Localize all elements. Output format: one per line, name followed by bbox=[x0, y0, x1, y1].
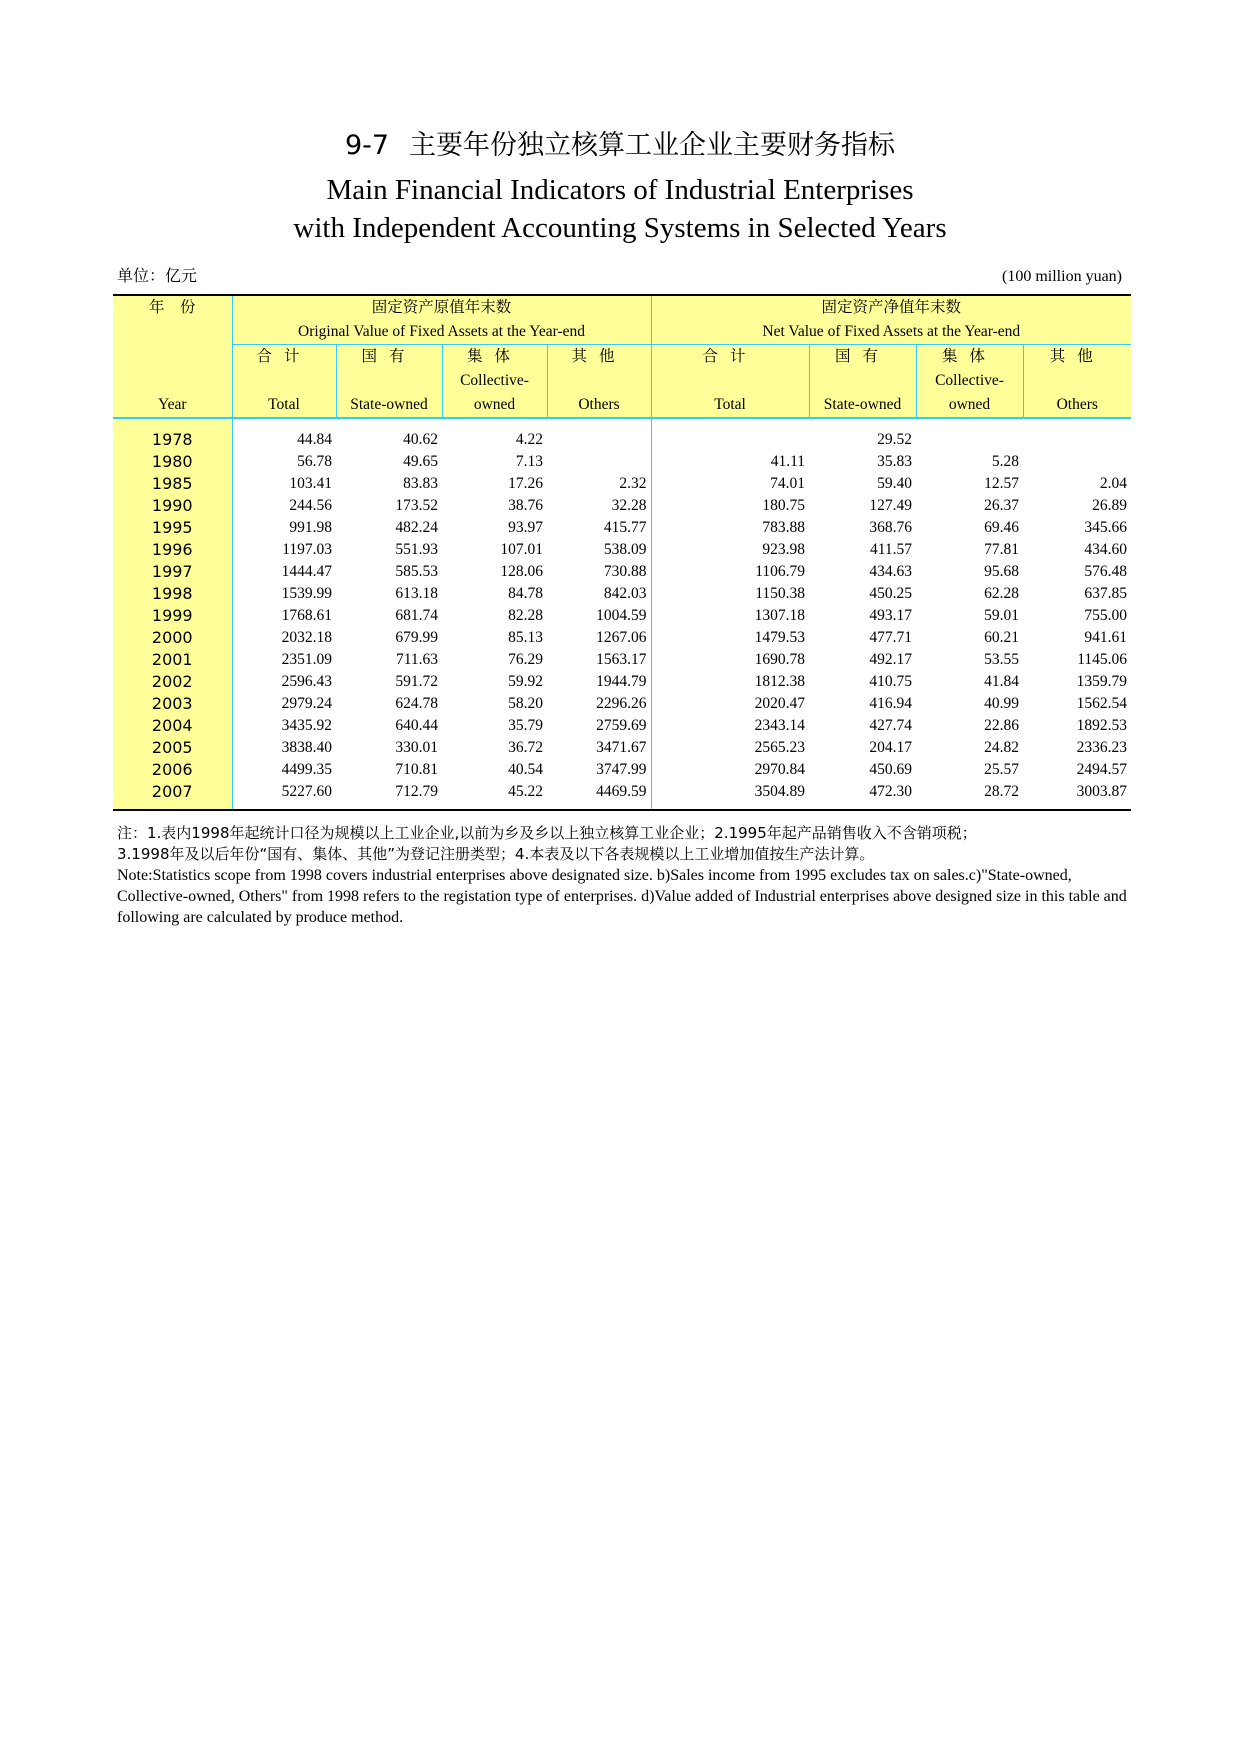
table-row bbox=[113, 539, 1131, 561]
value-cell: 2759.69 bbox=[547, 715, 651, 737]
value-cell: 345.66 bbox=[1084, 519, 1128, 536]
value-cell bbox=[1023, 418, 1131, 451]
value-cell: 1539.99 bbox=[281, 585, 332, 602]
table-row bbox=[113, 715, 1131, 737]
value-cell: 538.09 bbox=[547, 539, 651, 561]
year-cell: 1997 bbox=[113, 561, 232, 583]
value-cell: 492.17 bbox=[869, 651, 913, 668]
value-cell: 38.76 bbox=[508, 497, 543, 514]
table-header bbox=[113, 295, 1131, 418]
year-cell: 2000 bbox=[113, 627, 232, 649]
footnote-cn-line2: 3.1998年及以后年份“国有、集体、其他”为登记注册类型；4.本表及以下各表规模以上工业增加值按生产法计算。 bbox=[117, 845, 875, 863]
value-cell: 1563.17 bbox=[547, 649, 651, 671]
value-cell: 28.72 bbox=[916, 781, 1023, 810]
value-cell: 624.78 bbox=[395, 695, 438, 712]
value-cell: 2336.23 bbox=[1076, 739, 1128, 756]
header-year-spacer bbox=[113, 369, 232, 393]
header-state-en: State-owned bbox=[809, 393, 916, 418]
footnote-en: Note:Statistics scope from 1998 covers industrial enterprises above designated size. b)Sales income from 1995 excludes tax on sales.c)"State-owned, Collective-owned, Others" from 1998 refers to the registation type of enterprises. d)Value added of Industrial enterprises above designed size in this table and following are calculated by produce method. bbox=[117, 867, 1127, 926]
year-cell: 2004 bbox=[113, 715, 232, 737]
value-cell: 2032.18 bbox=[281, 629, 332, 646]
header-collective-cn: 集体 bbox=[442, 345, 547, 370]
header-others-en: Others bbox=[547, 393, 651, 418]
table-row bbox=[113, 649, 1131, 671]
value-cell: 69.46 bbox=[984, 519, 1020, 536]
table-row bbox=[113, 561, 1131, 583]
header-cell-empty bbox=[651, 369, 809, 393]
value-cell: 2296.26 bbox=[547, 693, 651, 715]
header-state-cn: 国有 bbox=[336, 345, 442, 370]
value-cell: 3471.67 bbox=[547, 737, 651, 759]
header-collective-en-line2: owned bbox=[916, 393, 1023, 418]
header-state-en: State-owned bbox=[336, 393, 442, 418]
value-cell: 1307.18 bbox=[754, 607, 806, 624]
header-year-cn: 年 份 bbox=[113, 295, 232, 320]
value-cell: 1145.06 bbox=[1077, 651, 1128, 668]
value-cell: 3504.89 bbox=[651, 781, 809, 810]
value-cell bbox=[651, 418, 809, 451]
value-cell: 1812.38 bbox=[754, 673, 806, 690]
page-title-cn bbox=[0, 128, 1240, 164]
table-row bbox=[113, 671, 1131, 693]
header-year-spacer bbox=[113, 345, 232, 370]
value-cell: 32.28 bbox=[547, 495, 651, 517]
value-cell: 53.55 bbox=[984, 651, 1020, 668]
value-cell: 83.83 bbox=[403, 475, 438, 492]
table-row bbox=[113, 583, 1131, 605]
header-group2-cn: 固定资产净值年末数 bbox=[651, 295, 1131, 320]
value-cell: 26.37 bbox=[984, 497, 1020, 514]
header-collective-en-line1: Collective- bbox=[442, 369, 547, 393]
year-cell: 2005 bbox=[113, 737, 232, 759]
value-cell: 127.49 bbox=[869, 497, 913, 514]
value-cell: 1944.79 bbox=[547, 671, 651, 693]
value-cell: 1197.03 bbox=[282, 541, 332, 558]
value-cell: 482.24 bbox=[395, 519, 438, 536]
value-cell: 3435.92 bbox=[281, 717, 332, 734]
value-cell: 45.22 bbox=[442, 781, 547, 810]
footnote-cn-line1: 注：1.表内1998年起统计口径为规模以上工业企业,以前为乡及乡以上独立核算工业企业；2.1995年起产品销售收入不含销项税； bbox=[117, 824, 977, 842]
value-cell: 59.01 bbox=[984, 607, 1020, 624]
table-row bbox=[113, 451, 1131, 473]
value-cell: 5.28 bbox=[991, 453, 1020, 470]
value-cell: 49.65 bbox=[403, 453, 438, 470]
value-cell: 1562.54 bbox=[1076, 695, 1128, 712]
unit-label-en: (100 million yuan) bbox=[1002, 268, 1122, 285]
value-cell: 84.78 bbox=[508, 585, 543, 602]
value-cell: 7.13 bbox=[515, 453, 543, 470]
value-cell: 58.20 bbox=[508, 695, 543, 712]
value-cell: 712.79 bbox=[336, 781, 442, 810]
value-cell: 26.89 bbox=[1092, 497, 1128, 514]
value-cell: 22.86 bbox=[984, 717, 1020, 734]
value-cell: 2020.47 bbox=[754, 695, 806, 712]
table-row bbox=[113, 737, 1131, 759]
value-cell: 24.82 bbox=[984, 739, 1020, 756]
value-cell: 95.68 bbox=[984, 563, 1020, 580]
value-cell: 76.29 bbox=[508, 651, 543, 668]
value-cell: 2596.43 bbox=[281, 673, 332, 690]
header-state-cn: 国有 bbox=[809, 345, 916, 370]
value-cell: 244.56 bbox=[289, 497, 332, 514]
value-cell: 415.77 bbox=[547, 517, 651, 539]
value-cell: 450.69 bbox=[869, 761, 913, 778]
value-cell: 1892.53 bbox=[1076, 717, 1128, 734]
value-cell: 3003.87 bbox=[1023, 781, 1131, 810]
value-cell: 1004.59 bbox=[547, 605, 651, 627]
table-body bbox=[113, 418, 1131, 810]
value-cell: 640.44 bbox=[395, 717, 438, 734]
table-row bbox=[113, 473, 1131, 495]
value-cell: 472.30 bbox=[809, 781, 916, 810]
value-cell bbox=[1023, 451, 1131, 473]
value-cell: 434.63 bbox=[869, 563, 913, 580]
value-cell: 173.52 bbox=[395, 497, 438, 514]
header-collective-en-line1: Collective- bbox=[916, 369, 1023, 393]
page-title-en-line1: Main Financial Indicators of Industrial Enterprises bbox=[326, 174, 914, 206]
value-cell: 59.40 bbox=[877, 475, 913, 492]
value-cell bbox=[547, 451, 651, 473]
table-row bbox=[113, 693, 1131, 715]
value-cell: 25.57 bbox=[984, 761, 1020, 778]
year-cell: 2006 bbox=[113, 759, 232, 781]
value-cell: 755.00 bbox=[1084, 607, 1128, 624]
header-year-spacer bbox=[113, 320, 232, 345]
value-cell: 411.57 bbox=[869, 541, 913, 558]
year-cell: 2001 bbox=[113, 649, 232, 671]
header-others-cn: 其他 bbox=[547, 345, 651, 370]
page-title-en-line2: with Independent Accounting Systems in Selected Years bbox=[293, 212, 947, 244]
value-cell: 128.06 bbox=[500, 563, 543, 580]
value-cell: 710.81 bbox=[395, 761, 438, 778]
table-row bbox=[113, 495, 1131, 517]
value-cell: 2351.09 bbox=[281, 651, 332, 668]
value-cell: 1359.79 bbox=[1076, 673, 1128, 690]
value-cell: 330.01 bbox=[395, 739, 438, 756]
header-group2-en: Net Value of Fixed Assets at the Year-end bbox=[651, 320, 1131, 345]
unit-label-cn: 单位：亿元 bbox=[117, 268, 198, 285]
value-cell: 82.28 bbox=[508, 607, 543, 624]
header-total-en: Total bbox=[232, 393, 336, 418]
value-cell: 1150.38 bbox=[755, 585, 806, 602]
value-cell: 434.60 bbox=[1084, 541, 1128, 558]
table-number: 9-7 bbox=[344, 130, 390, 161]
table-row bbox=[113, 781, 1131, 810]
value-cell: 923.98 bbox=[762, 541, 806, 558]
data-table-container bbox=[113, 294, 1131, 811]
value-cell: 40.99 bbox=[984, 695, 1020, 712]
value-cell: 36.72 bbox=[508, 739, 543, 756]
header-cell-empty bbox=[547, 369, 651, 393]
year-cell: 1980 bbox=[113, 451, 232, 473]
value-cell: 3747.99 bbox=[547, 759, 651, 781]
header-group1-cn: 固定资产原值年末数 bbox=[232, 295, 651, 320]
value-cell: 56.78 bbox=[297, 453, 332, 470]
value-cell: 842.03 bbox=[547, 583, 651, 605]
header-cell-empty bbox=[336, 369, 442, 393]
header-collective-cn: 集体 bbox=[916, 345, 1023, 370]
value-cell: 991.98 bbox=[289, 519, 332, 536]
header-year-en: Year bbox=[113, 393, 232, 418]
value-cell: 77.81 bbox=[984, 541, 1020, 558]
value-cell: 585.53 bbox=[395, 563, 438, 580]
header-cell-empty bbox=[232, 369, 336, 393]
header-others-en: Others bbox=[1023, 393, 1131, 418]
value-cell: 416.94 bbox=[869, 695, 913, 712]
value-cell: 4.22 bbox=[515, 431, 543, 448]
value-cell: 679.99 bbox=[395, 629, 438, 646]
footnotes bbox=[117, 823, 1127, 928]
value-cell: 41.11 bbox=[770, 453, 806, 470]
value-cell: 941.61 bbox=[1084, 629, 1128, 646]
value-cell: 368.76 bbox=[869, 519, 913, 536]
value-cell: 1479.53 bbox=[754, 629, 806, 646]
value-cell: 681.74 bbox=[395, 607, 438, 624]
table-row bbox=[113, 759, 1131, 781]
header-group1-en: Original Value of Fixed Assets at the Year-end bbox=[232, 320, 651, 345]
table-row bbox=[113, 517, 1131, 539]
header-cell-empty bbox=[1023, 369, 1131, 393]
value-cell: 59.92 bbox=[508, 673, 543, 690]
value-cell: 1768.61 bbox=[281, 607, 332, 624]
year-cell: 2003 bbox=[113, 693, 232, 715]
value-cell: 2970.84 bbox=[754, 761, 806, 778]
year-cell: 1978 bbox=[113, 418, 232, 451]
value-cell: 2343.14 bbox=[754, 717, 806, 734]
value-cell: 551.93 bbox=[395, 541, 438, 558]
value-cell: 493.17 bbox=[869, 607, 913, 624]
value-cell: 2494.57 bbox=[1076, 761, 1128, 778]
value-cell bbox=[547, 418, 651, 451]
value-cell: 40.62 bbox=[403, 431, 438, 448]
value-cell: 41.84 bbox=[984, 673, 1020, 690]
value-cell: 427.74 bbox=[869, 717, 913, 734]
table-row bbox=[113, 627, 1131, 649]
value-cell: 613.18 bbox=[395, 585, 438, 602]
title-cn-text: 主要年份独立核算工业企业主要财务指标 bbox=[409, 130, 896, 161]
value-cell: 1267.06 bbox=[547, 627, 651, 649]
value-cell: 17.26 bbox=[508, 475, 543, 492]
value-cell: 204.17 bbox=[869, 739, 913, 756]
value-cell: 783.88 bbox=[762, 519, 806, 536]
year-cell: 1990 bbox=[113, 495, 232, 517]
year-cell: 2007 bbox=[113, 781, 232, 810]
header-others-cn: 其他 bbox=[1023, 345, 1131, 370]
header-cell-empty bbox=[809, 369, 916, 393]
value-cell: 74.01 bbox=[770, 475, 806, 492]
value-cell: 62.28 bbox=[984, 585, 1020, 602]
value-cell: 477.71 bbox=[869, 629, 913, 646]
value-cell: 35.79 bbox=[508, 717, 543, 734]
value-cell bbox=[916, 418, 1023, 451]
value-cell: 730.88 bbox=[547, 561, 651, 583]
value-cell: 1106.79 bbox=[755, 563, 806, 580]
header-total-cn: 合计 bbox=[651, 345, 809, 370]
value-cell: 1690.78 bbox=[754, 651, 806, 668]
table-row bbox=[113, 418, 1131, 451]
year-cell: 2002 bbox=[113, 671, 232, 693]
value-cell: 35.83 bbox=[877, 453, 913, 470]
year-cell: 1985 bbox=[113, 473, 232, 495]
header-collective-en-line2: owned bbox=[442, 393, 547, 418]
table-row bbox=[113, 605, 1131, 627]
value-cell: 2.04 bbox=[1099, 475, 1128, 492]
value-cell: 1444.47 bbox=[281, 563, 332, 580]
financial-indicators-table bbox=[113, 294, 1131, 811]
value-cell: 103.41 bbox=[289, 475, 332, 492]
value-cell: 12.57 bbox=[984, 475, 1020, 492]
value-cell: 711.63 bbox=[395, 651, 438, 668]
value-cell: 29.52 bbox=[877, 431, 913, 448]
value-cell: 85.13 bbox=[508, 629, 543, 646]
value-cell: 60.21 bbox=[984, 629, 1020, 646]
value-cell: 4499.35 bbox=[281, 761, 332, 778]
value-cell: 2.32 bbox=[547, 473, 651, 495]
value-cell: 44.84 bbox=[297, 431, 332, 448]
value-cell: 180.75 bbox=[762, 497, 806, 514]
header-total-en: Total bbox=[651, 393, 809, 418]
value-cell: 637.85 bbox=[1084, 585, 1128, 602]
header-total-cn: 合计 bbox=[232, 345, 336, 370]
value-cell: 4469.59 bbox=[547, 781, 651, 810]
year-cell: 1998 bbox=[113, 583, 232, 605]
value-cell: 2565.23 bbox=[754, 739, 806, 756]
year-cell: 1999 bbox=[113, 605, 232, 627]
value-cell: 40.54 bbox=[508, 761, 543, 778]
value-cell: 107.01 bbox=[500, 541, 543, 558]
value-cell: 450.25 bbox=[869, 585, 913, 602]
value-cell: 2979.24 bbox=[281, 695, 332, 712]
value-cell: 3838.40 bbox=[281, 739, 332, 756]
value-cell: 591.72 bbox=[395, 673, 438, 690]
year-cell: 1996 bbox=[113, 539, 232, 561]
value-cell: 410.75 bbox=[869, 673, 913, 690]
value-cell: 576.48 bbox=[1084, 563, 1128, 580]
value-cell: 93.97 bbox=[508, 519, 543, 536]
value-cell: 5227.60 bbox=[232, 781, 336, 810]
year-cell: 1995 bbox=[113, 517, 232, 539]
